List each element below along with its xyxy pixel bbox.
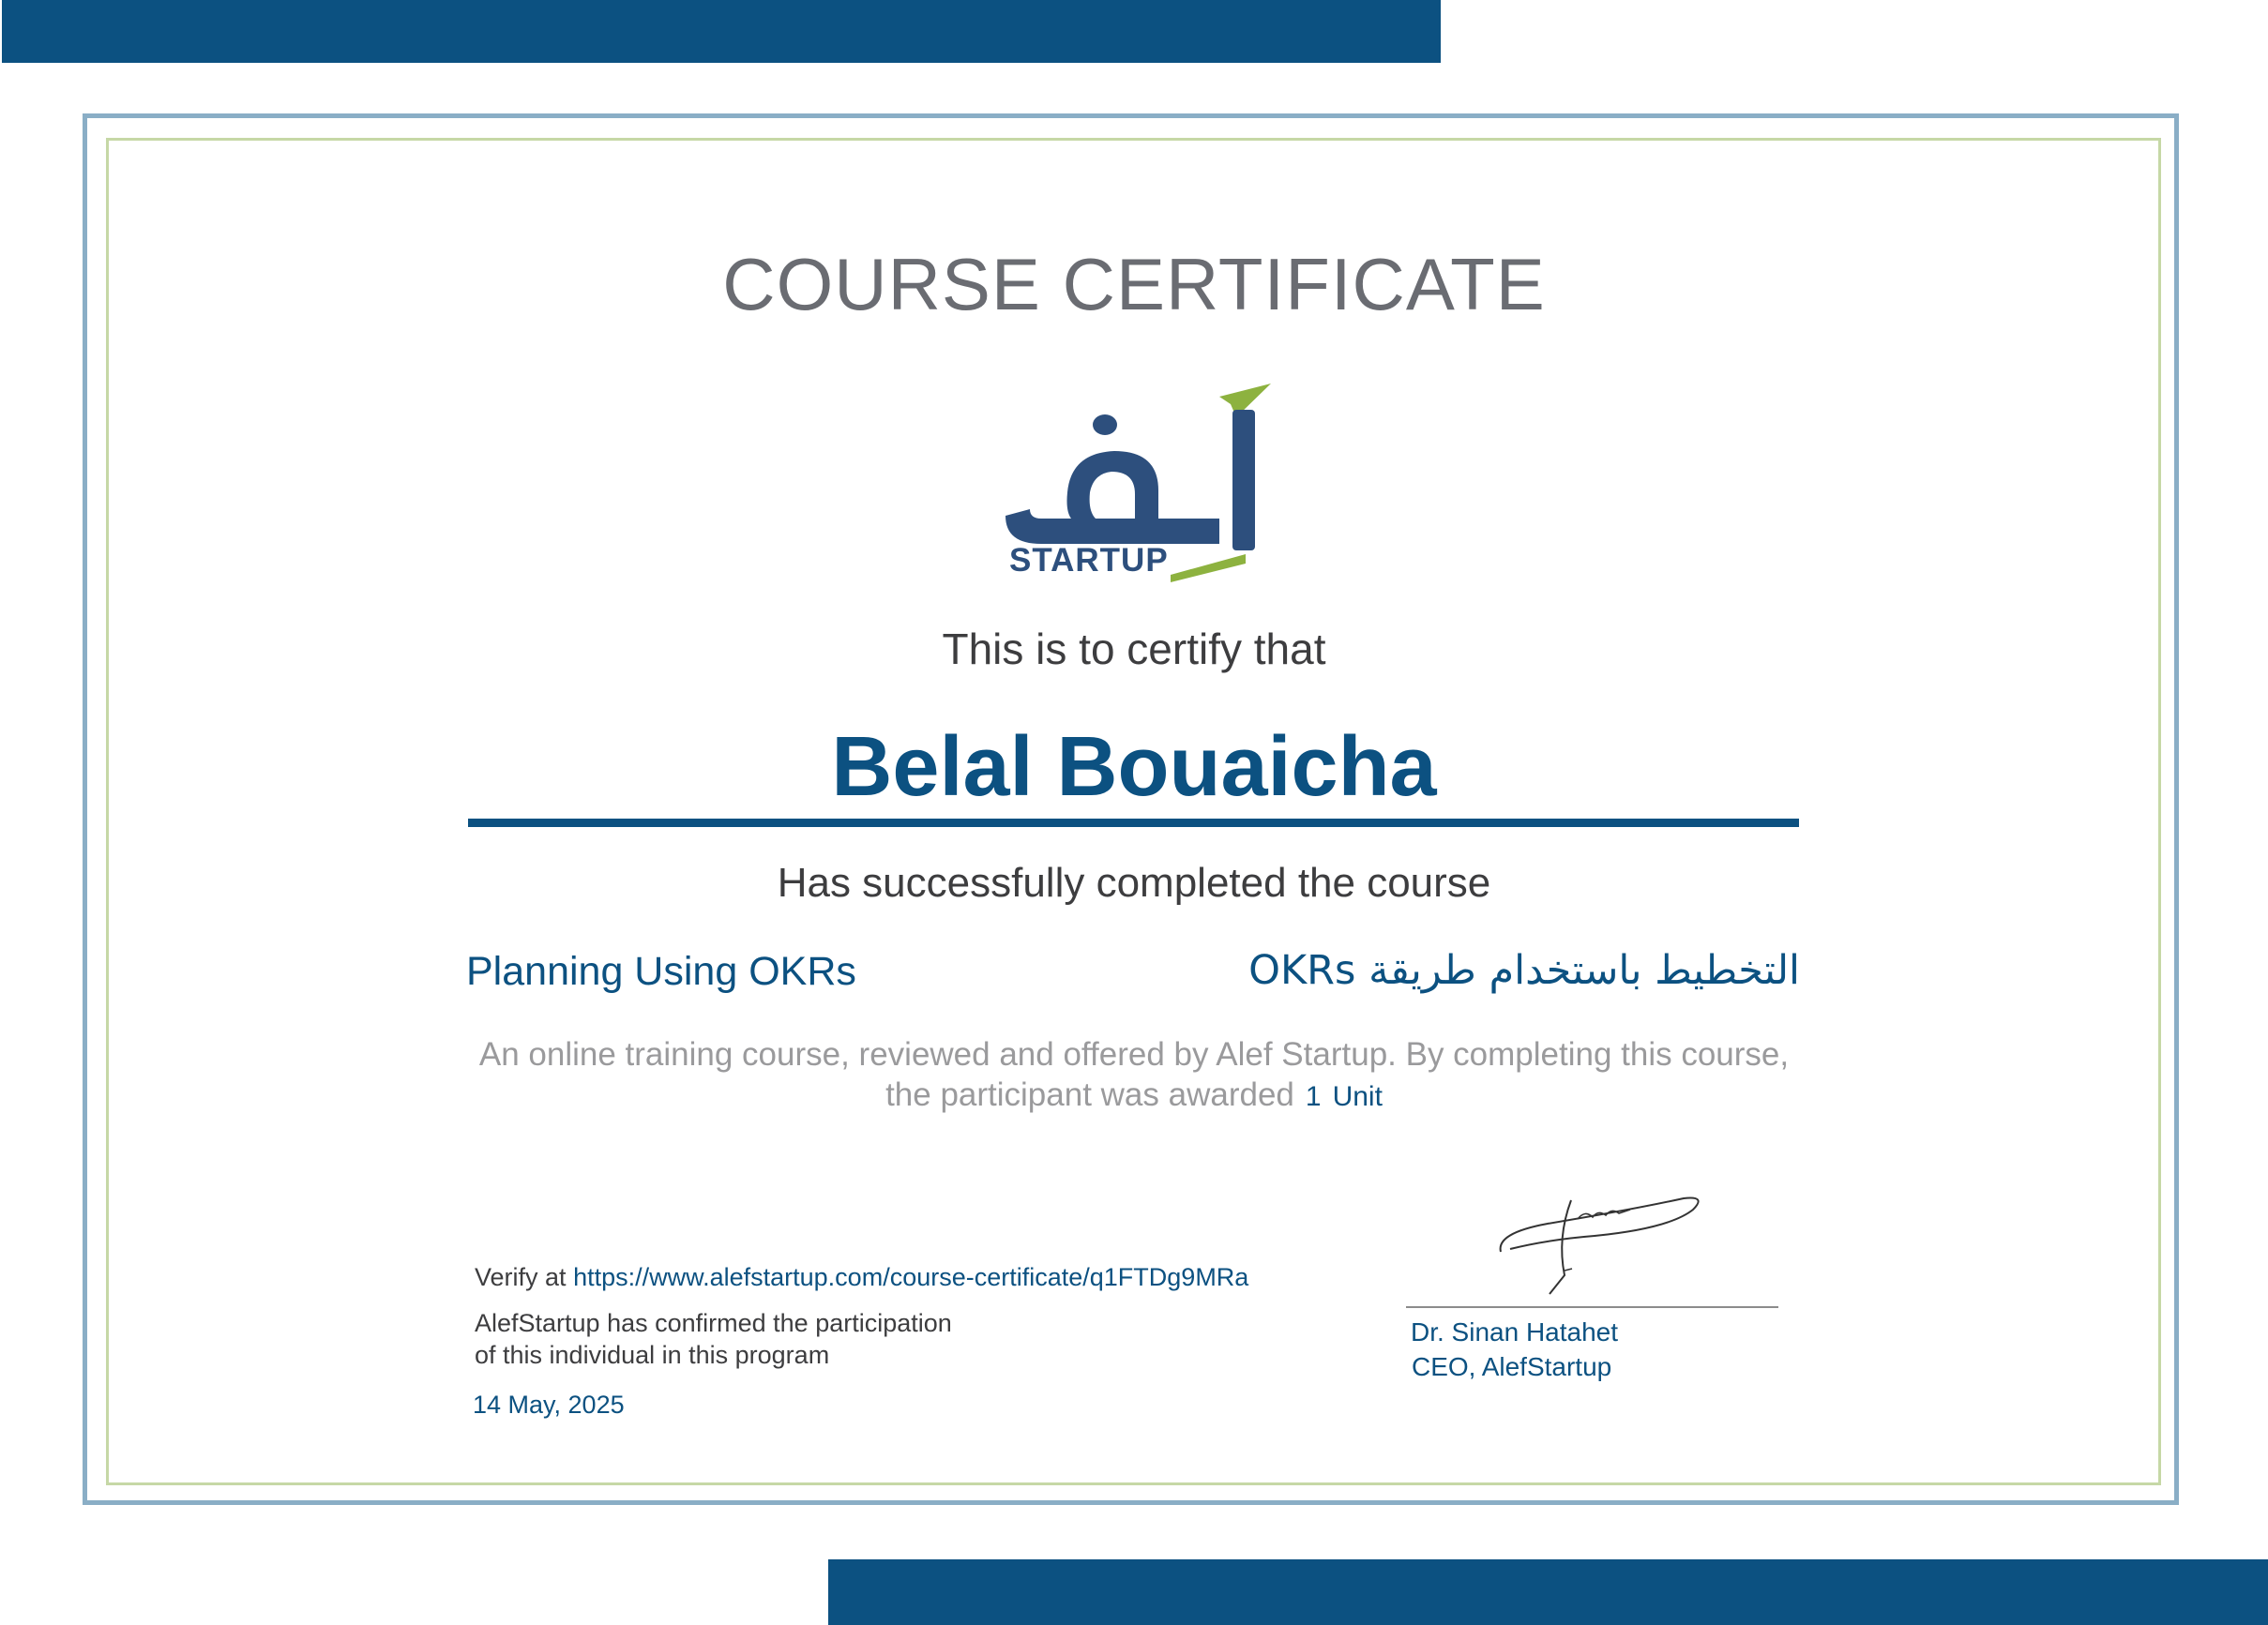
bottom-banner xyxy=(828,1559,2268,1625)
name-underline xyxy=(468,819,1799,827)
course-description-line1: An online training course, reviewed and offered by Alef Startup. By completing this course, xyxy=(478,1036,1790,1073)
signature-icon xyxy=(1491,1181,1716,1303)
top-banner xyxy=(2,0,1441,63)
recipient-name: Belal Bouaicha xyxy=(831,720,1437,814)
signer-name: Dr. Sinan Hatahet xyxy=(1411,1317,1619,1347)
confirmation-line2: of this individual in this program xyxy=(475,1341,830,1369)
issue-date: 14 May, 2025 xyxy=(473,1391,625,1419)
course-name-arabic: التخطيط باستخدام طريقة OKRs xyxy=(1248,947,1800,994)
units-value: 1 xyxy=(1305,1081,1322,1112)
completed-text: Has successfully completed the course xyxy=(777,860,1491,906)
certificate-title: COURSE CERTIFICATE xyxy=(722,243,1546,325)
verify-line xyxy=(475,1261,1248,1293)
signer-role: CEO, AlefStartup xyxy=(1412,1352,1612,1381)
confirmation-line1: AlefStartup has confirmed the participation xyxy=(475,1309,952,1337)
logo-text: STARTUP xyxy=(1009,542,1169,579)
course-name-english: Planning Using OKRs xyxy=(466,949,856,994)
awarded-text: the participant was awarded xyxy=(885,1076,1294,1113)
certify-text: This is to certify that xyxy=(942,624,1326,673)
verify-prefix: Verify at xyxy=(475,1263,567,1291)
signature-line xyxy=(1406,1306,1778,1308)
units-label: Unit xyxy=(1332,1081,1383,1112)
course-description-line2 xyxy=(468,1075,1800,1118)
confirmation-text xyxy=(475,1307,952,1371)
verify-link[interactable]: https://www.alefstartup.com/course-certificate/q1FTDg9MRa xyxy=(573,1263,1249,1291)
